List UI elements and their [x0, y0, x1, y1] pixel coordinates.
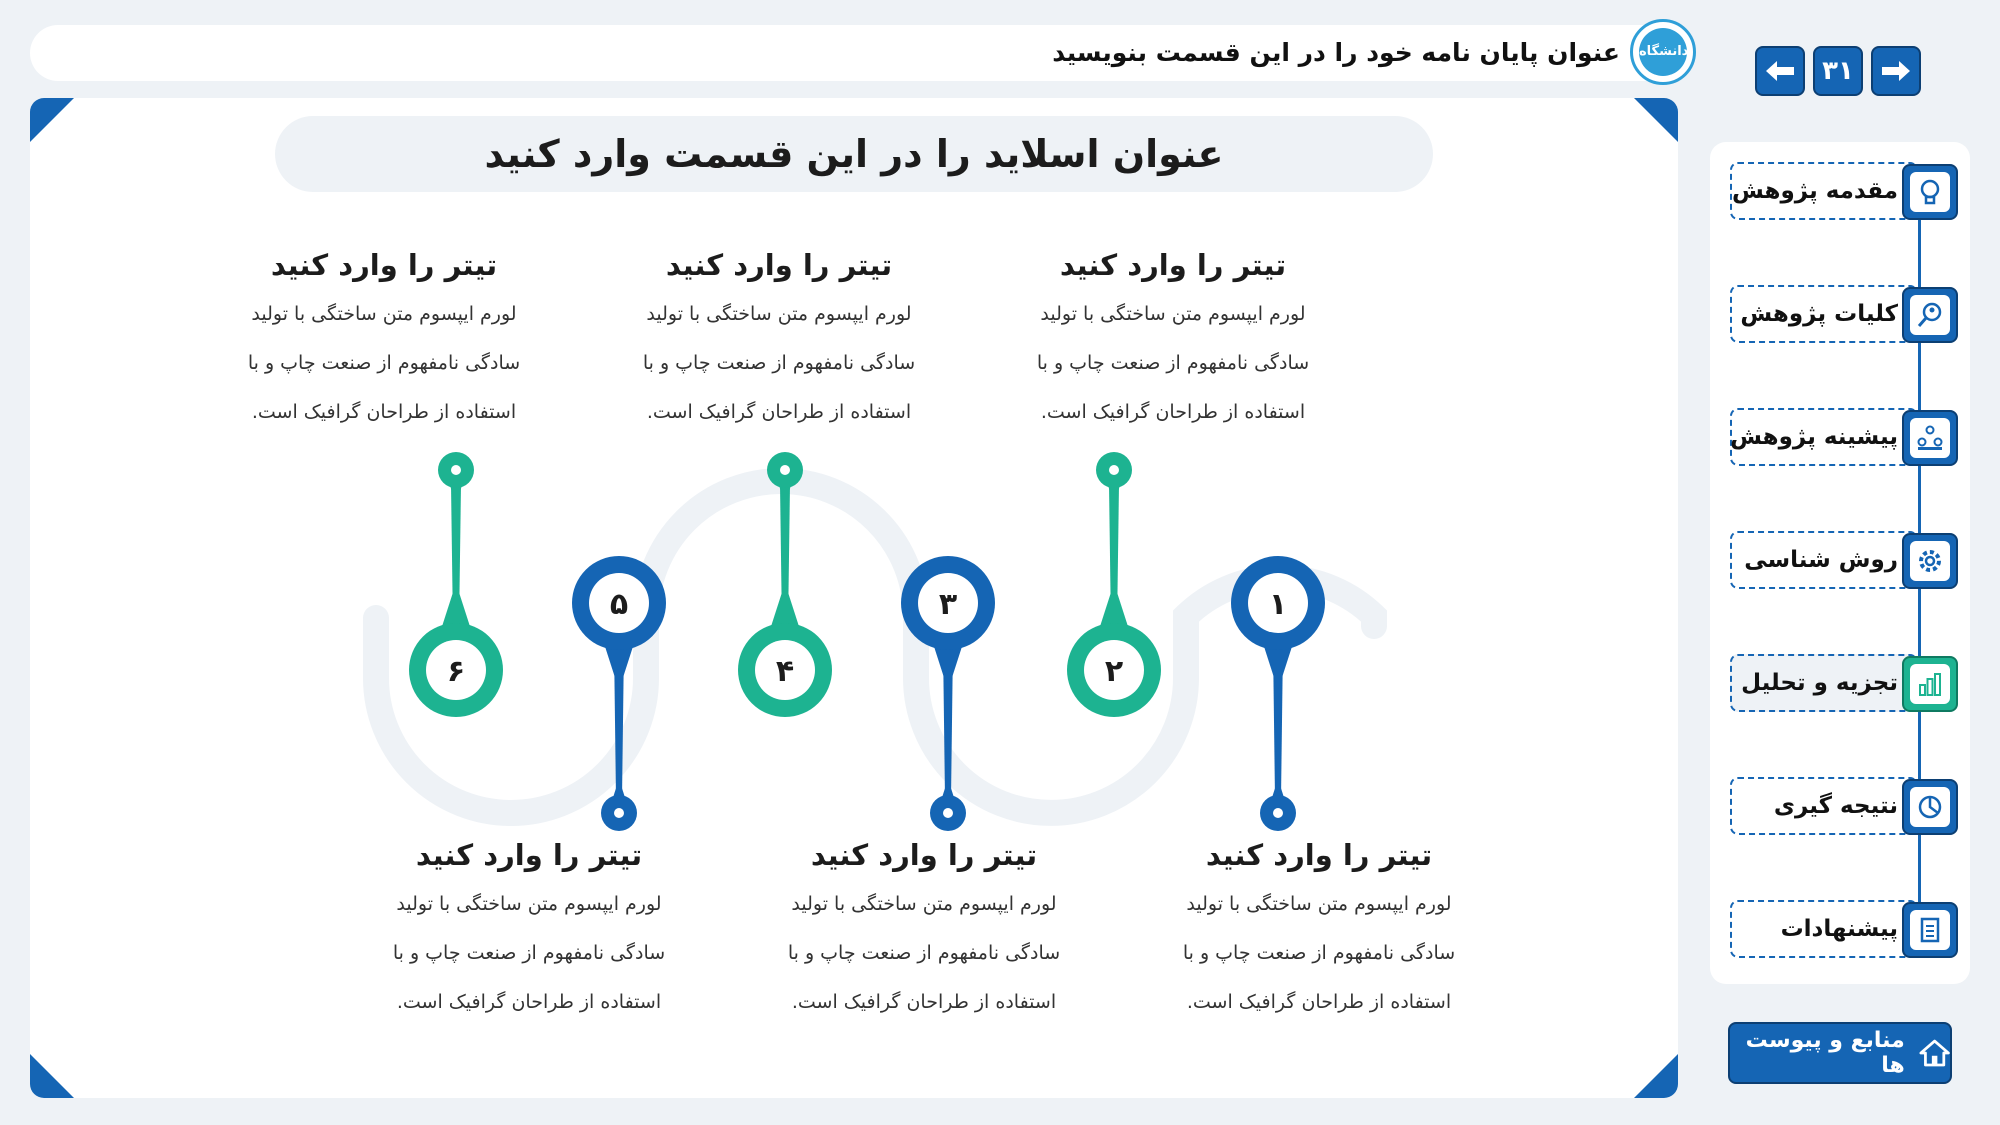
item-body: لورم ایپسوم متن ساختگی با تولید سادگی نامفهوم از صنعت چاپ و با استفاده از طراحان گرافیک است. [1182, 893, 1456, 1013]
sidebar-item-methodology[interactable] [1730, 531, 1958, 593]
timeline-item-6-text [224, 248, 544, 437]
timeline-pin-1 [1231, 556, 1325, 831]
timeline-pin-2 [1067, 452, 1161, 717]
item-body: لورم ایپسوم متن ساختگی با تولید سادگی نامفهوم از صنعت چاپ و با استفاده از طراحان گرافیک است. [392, 893, 666, 1013]
timeline-item-5-text [369, 838, 689, 1027]
timeline-pin-6 [409, 452, 503, 717]
references-button[interactable] [1728, 1022, 1952, 1084]
item-body: لورم ایپسوم متن ساختگی با تولید سادگی نامفهوم از صنعت چاپ و با استفاده از طراحان گرافیک است. [247, 303, 521, 423]
sidebar-item-label: نتیجه گیری [1773, 793, 1898, 819]
sidebar-item-suggestions[interactable] [1730, 900, 1958, 962]
item-body: لورم ایپسوم متن ساختگی با تولید سادگی نامفهوم از صنعت چاپ و با استفاده از طراحان گرافیک است. [787, 893, 1061, 1013]
home-icon [1919, 1038, 1950, 1068]
timeline-pin-number: ۳ [938, 587, 958, 622]
timeline-pin-number: ۱ [1268, 587, 1288, 622]
bar-chart-icon [1902, 656, 1958, 712]
item-title: تیتر را وارد کنید [270, 248, 498, 282]
thesis-title: عنوان پایان نامه خود را در این قسمت بنویسید [1052, 38, 1620, 67]
sidebar-item-label: پیشنهادات [1780, 916, 1898, 942]
item-title: تیتر را وارد کنید [415, 838, 643, 872]
sidebar-item-label: تجزیه و تحلیل [1741, 670, 1898, 696]
timeline-pin-number: ۴ [775, 654, 795, 689]
sidebar-item-label: کلیات پژوهش [1740, 301, 1898, 327]
timeline-pin-number: ۵ [609, 587, 629, 622]
timeline-item-3-text [764, 838, 1084, 1027]
item-title: تیتر را وارد کنید [1205, 838, 1433, 872]
item-title: تیتر را وارد کنید [665, 248, 893, 282]
slide-navigation [1755, 46, 1921, 98]
item-body: لورم ایپسوم متن ساختگی با تولید سادگی نامفهوم از صنعت چاپ و با استفاده از طراحان گرافیک است. [642, 303, 916, 423]
page-number: ۳۱ [1813, 46, 1863, 96]
sidebar-item-label: پیشینه پژوهش [1730, 424, 1898, 450]
timeline-pin-number: ۲ [1104, 654, 1124, 689]
sidebar-item-literature[interactable] [1730, 408, 1958, 470]
university-logo [1630, 19, 1696, 85]
section-sidebar [1710, 142, 1970, 984]
timeline-item-4-text [619, 248, 939, 437]
wave-track [376, 481, 1374, 813]
arrow-left-icon [1765, 60, 1795, 82]
document-list-icon [1902, 902, 1958, 958]
item-title: تیتر را وارد کنید [810, 838, 1038, 872]
slide-canvas [30, 98, 1678, 1098]
item-title: تیتر را وارد کنید [1059, 248, 1287, 282]
next-slide-button[interactable] [1871, 46, 1921, 96]
slide-title: عنوان اسلاید را در این قسمت وارد کنید [275, 116, 1433, 192]
university-logo-text: دانشگاه [1639, 28, 1687, 76]
timeline-item-2-text [1013, 248, 1333, 437]
sidebar-item-label: مقدمه پژوهش [1732, 178, 1898, 204]
arrow-right-icon [1881, 60, 1911, 82]
timeline-item-1-text [1159, 838, 1479, 1027]
timeline-pin-number: ۶ [446, 654, 466, 689]
sidebar-item-analysis[interactable] [1730, 654, 1958, 716]
references-label: منابع و پیوست ها [1745, 1028, 1905, 1078]
sidebar-item-conclusion[interactable] [1730, 777, 1958, 839]
prev-slide-button[interactable] [1755, 46, 1805, 96]
people-hierarchy-icon [1902, 410, 1958, 466]
top-header-bar [30, 25, 1690, 81]
pie-chart-icon [1902, 779, 1958, 835]
item-body: لورم ایپسوم متن ساختگی با تولید سادگی نامفهوم از صنعت چاپ و با استفاده از طراحان گرافیک است. [1036, 303, 1310, 423]
sidebar-item-label: روش شناسی [1744, 547, 1898, 573]
gear-icon [1902, 533, 1958, 589]
sidebar-item-overview[interactable] [1730, 285, 1958, 347]
sidebar-item-introduction[interactable] [1730, 162, 1958, 224]
magnifier-person-icon [1902, 287, 1958, 343]
lightbulb-icon [1902, 164, 1958, 220]
